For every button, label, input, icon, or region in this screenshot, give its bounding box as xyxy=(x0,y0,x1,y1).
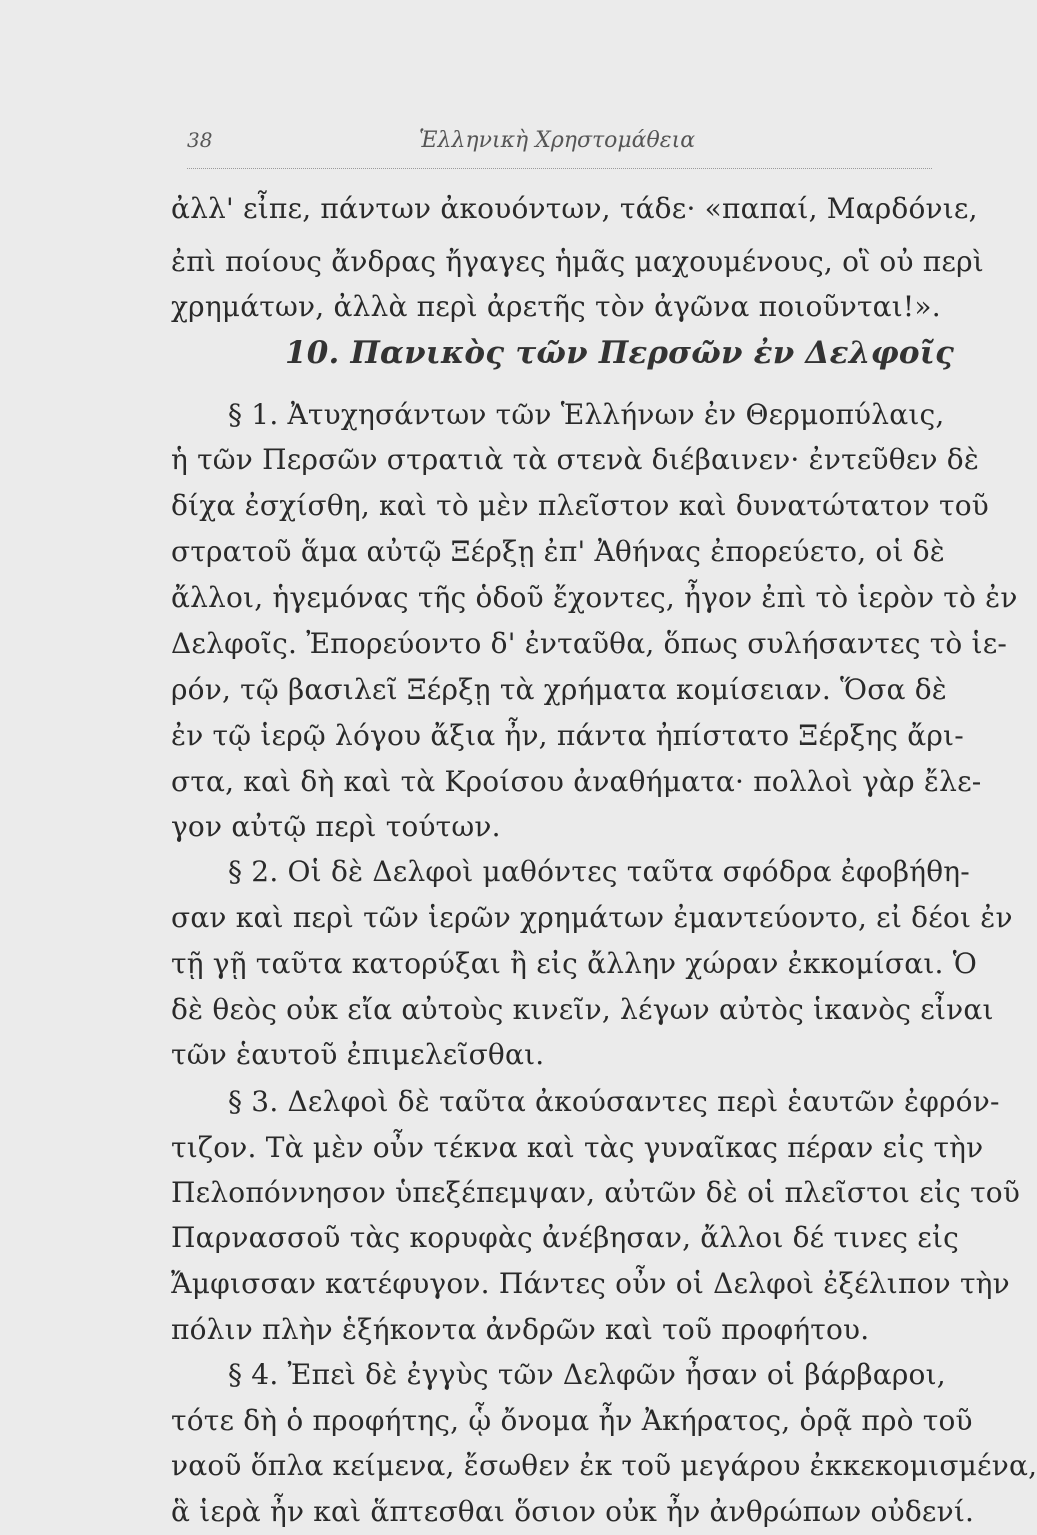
text-line: γον αὐτῷ περὶ τούτων. xyxy=(171,810,501,843)
paragraph-start: § 4. Ἐπεὶ δὲ ἐγγὺς τῶν Δελφῶν ἦσαν οἱ βάρβαροι, xyxy=(228,1358,946,1391)
text-line: δίχα ἐσχίσθη, καὶ τὸ μὲν πλεῖστον καὶ δυνατώτατον τοῦ xyxy=(171,489,989,522)
text-line: ἡ τῶν Περσῶν στρατιὰ τὰ στενὰ διέβαινεν· ἐντεῦθεν δὲ xyxy=(171,443,980,476)
page-header xyxy=(187,128,932,169)
text-line: τῶν ἑαυτοῦ ἐπιμελεῖσθαι. xyxy=(171,1038,545,1071)
text-line: πόλιν πλὴν ἑξήκοντα ἀνδρῶν καὶ τοῦ προφήτου. xyxy=(171,1313,870,1346)
paragraph-start: § 3. Δελφοὶ δὲ ταῦτα ἀκούσαντες περὶ ἑαυτῶν ἐφρόν- xyxy=(228,1085,1000,1118)
text-line: σαν καὶ περὶ τῶν ἱερῶν χρημάτων ἐμαντεύοντο, εἰ δέοι ἐν xyxy=(171,901,1013,934)
page-number: 38 xyxy=(187,128,213,152)
running-title: Ἑλληνικὴ Χρηστομάθεια xyxy=(419,128,696,153)
text-line: Δελφοῖς. Ἐπορεύοντο δ' ἐνταῦθα, ὅπως συλήσαντες τὸ ἱε- xyxy=(171,627,1008,660)
text-line: ναοῦ ὅπλα κείμενα, ἔσωθεν ἐκ τοῦ μεγάρου ἐκκεκομισμένα, xyxy=(171,1449,1037,1482)
text-line: ἃ ἱερὰ ἦν καὶ ἅπτεσθαι ὅσιον οὐκ ἦν ἀνθρώπων οὐδενί. xyxy=(171,1495,975,1528)
text-line: ἄλλοι, ἡγεμόνας τῆς ὁδοῦ ἔχοντες, ἦγον ἐπὶ τὸ ἱερὸν τὸ ἐν xyxy=(171,581,1018,614)
text-line: χρημάτων, ἀλλὰ περὶ ἀρετῆς τὸν ἀγῶνα ποιοῦνται!». xyxy=(171,290,941,323)
paragraph-start: § 2. Οἱ δὲ Δελφοὶ μαθόντες ταῦτα σφόδρα ἐφοβήθη- xyxy=(228,855,970,888)
text-line: τῇ γῇ ταῦτα κατορύξαι ἢ εἰς ἄλλην χώραν ἐκκομίσαι. Ὁ xyxy=(171,947,977,980)
section-heading: 10. Πανικὸς τῶν Περσῶν ἐν Δελφοῖς xyxy=(285,335,955,371)
text-line: ἐπὶ ποίους ἄνδρας ἤγαγες ἡμᾶς μαχουμένους, οἳ οὐ περὶ xyxy=(171,245,984,278)
text-line: ἀλλ' εἶπε, πάντων ἀκουόντων, τάδε· «παπαί, Μαρδόνιε, xyxy=(171,192,978,225)
paragraph-start: § 1. Ἀτυχησάντων τῶν Ἑλλήνων ἐν Θερμοπύλαις, xyxy=(228,398,945,431)
text-line: Πελοπόννησον ὑπεξέπεμψαν, αὐτῶν δὲ οἱ πλεῖστοι εἰς τοῦ xyxy=(171,1176,1021,1209)
text-line: ρόν, τῷ βασιλεῖ Ξέρξῃ τὰ χρήματα κομίσειαν. Ὅσα δὲ xyxy=(171,673,948,706)
text-line: τιζον. Τὰ μὲν οὖν τέκνα καὶ τὰς γυναῖκας πέραν εἰς τὴν xyxy=(171,1131,984,1164)
text-line: Ἄμφισσαν κατέφυγον. Πάντες οὖν οἱ Δελφοὶ ἐξέλιπον τὴν xyxy=(171,1267,1010,1300)
text-line: ἐν τῷ ἱερῷ λόγου ἄξια ἦν, πάντα ἠπίστατο Ξέρξης ἄρι- xyxy=(171,719,964,752)
text-line: Παρνασσοῦ τὰς κορυφὰς ἀνέβησαν, ἄλλοι δέ τινες εἰς xyxy=(171,1221,960,1254)
text-line: στρατοῦ ἅμα αὐτῷ Ξέρξῃ ἐπ' Ἀθήνας ἐπορεύετο, οἱ δὲ xyxy=(171,535,946,568)
text-line: στα, καὶ δὴ καὶ τὰ Κροίσου ἀναθήματα· πολλοὶ γὰρ ἔλε- xyxy=(171,765,982,798)
text-line: δὲ θεὸς οὐκ εἴα αὐτοὺς κινεῖν, λέγων αὐτὸς ἱκανὸς εἶναι xyxy=(171,993,994,1026)
text-line: τότε δὴ ὁ προφήτης, ᾧ ὄνομα ἦν Ἀκήρατος, ὁρᾷ πρὸ τοῦ xyxy=(171,1404,973,1437)
